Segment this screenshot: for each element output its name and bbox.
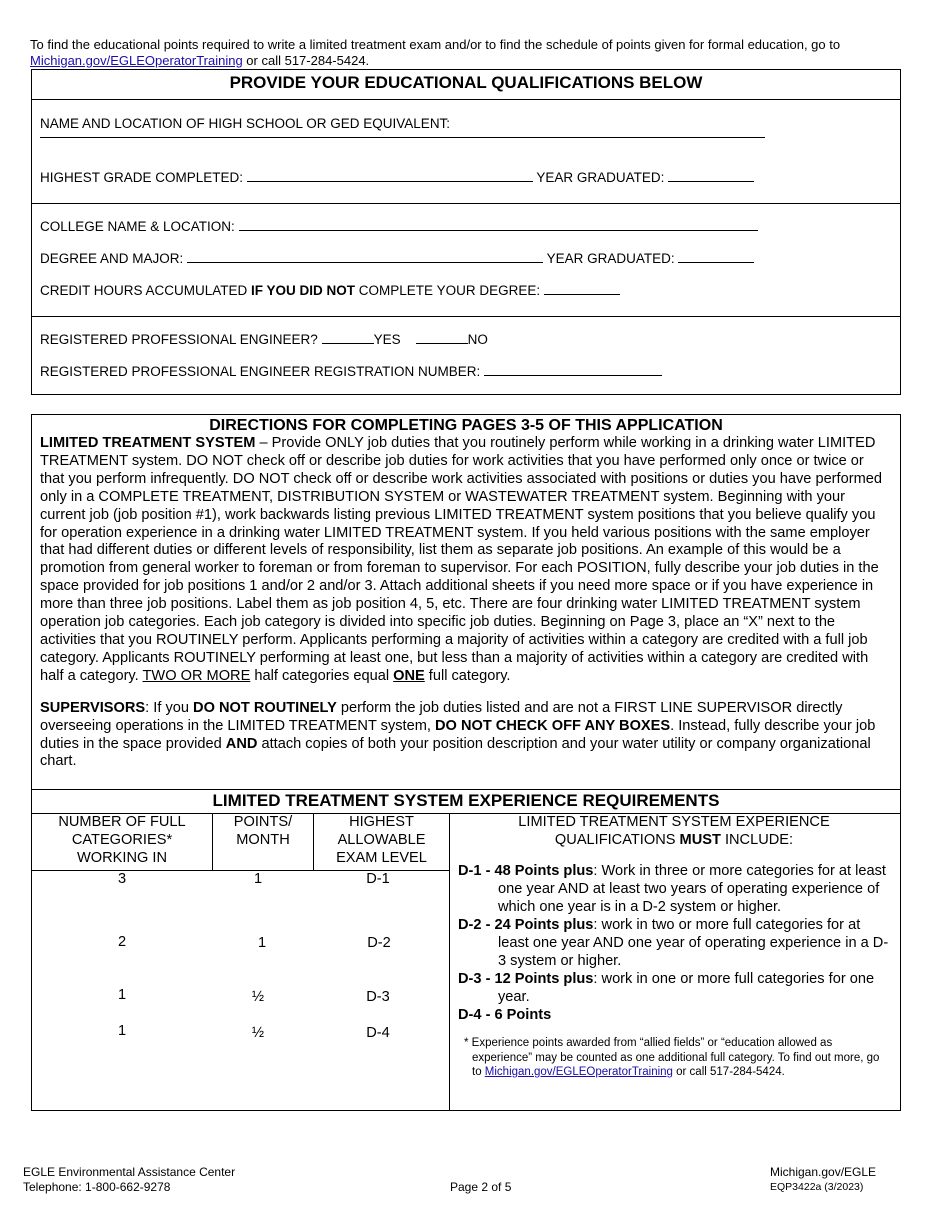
college-year-graduated-label: YEAR GRADUATED: (546, 251, 675, 266)
intro-text (30, 37, 920, 68)
req-head-must: MUST (679, 832, 721, 848)
limited-treatment-paragraph (40, 435, 892, 686)
degree-label: DEGREE AND MAJOR: (40, 251, 184, 266)
intro-text-after: or call 517-284-5424. (242, 52, 370, 68)
footnote-text: * Experience points awarded from “allied fields” or “education allowed as experience” may be counted as one additional full category. To find out more, go to (464, 1037, 880, 1078)
col1-line2: CATEGORIES* (71, 832, 173, 848)
education-title: PROVIDE YOUR EDUCATIONAL QUALIFICATIONS BELOW (32, 70, 900, 100)
row3-level: D-3 (366, 989, 390, 1005)
two-or-more-text: TWO OR MORE (142, 667, 251, 684)
requirement-d4 (458, 1006, 890, 1024)
d3-heading: D-3 - 12 Points plus (458, 971, 594, 987)
supervisors-text-1: : If you (145, 699, 194, 716)
req-head-pre: QUALIFICATIONS (554, 832, 680, 848)
credit-hours-label-end: COMPLETE YOUR DEGREE: (355, 283, 541, 298)
rpe-label: REGISTERED PROFESSIONAL ENGINEER? (40, 332, 318, 347)
col3-line1: HIGHEST (349, 814, 414, 830)
footnote-training-link[interactable]: Michigan.gov/EGLEOperatorTraining (484, 1066, 673, 1078)
directions-section (31, 414, 901, 1111)
college-year-graduated-field[interactable] (678, 251, 754, 263)
row4-categories: 1 (117, 1023, 127, 1039)
row2-categories: 2 (117, 934, 127, 950)
education-section (31, 69, 901, 395)
rpe-number-field[interactable] (484, 364, 662, 376)
requirement-d1 (458, 862, 890, 916)
operator-training-link[interactable]: Michigan.gov/EGLEOperatorTraining (30, 52, 243, 68)
requirements-column (458, 813, 890, 1080)
row2-points: 1 (257, 935, 267, 951)
row1-level: D-1 (366, 871, 390, 887)
col2-line2: MONTH (236, 832, 290, 848)
supervisors-paragraph (40, 700, 892, 772)
limited-treatment-text: – Provide ONLY job duties that you routinely perform while working in a drinking water LIMITED TREATMENT system. DO NOT check off or describe job duties for work activities that you have performed only once or twice or that you perform infrequently. DO NOT check off or describe work activities associated with positions or duties you have performed only in a COMPLETE TREATMENT, DISTRIBUTION SYSTEM or WASTEWATER TREATMENT system. Beginning with your current job (job position #1), work backwards listing previous LIMITED TREATMENT system positions that you believe qualify you for operation experience in a drinking water LIMITED TREATMENT system. If you held various positions with the same employer that had different duties or different levels of responsibility, list them as separate job positions. An example of this would be a promotion from general worker to foreman or from foreman to supervisor. For each POSITION, fully describe your job duties in the space provided for job positions 1 and/or 2 and/or 3. Attach additional sheets if you need more space or if you have experience in more than three job positions. Label them as job position 4, 5, etc. There are four drinking water LIMITED TREATMENT system operation job categories. Each job category is divided into specific job duties. Beginning on Page 3, place an “X” next to the activities that you ROUTINELY perform. Applicants performing a majority of activities within a category are credited with a full job category. Applicants ROUTINELY performing at least one, but less than a majority of activities within a category are credited with half a category. (40, 435, 882, 684)
engineer-section (32, 317, 900, 396)
row3-points: ½ (251, 989, 265, 1005)
footer-right (770, 1165, 890, 1195)
experience-title: LIMITED TREATMENT SYSTEM EXPERIENCE REQUIREMENTS (32, 789, 900, 814)
hs-year-graduated-label: YEAR GRADUATED: (536, 170, 665, 185)
req-head-post: INCLUDE: (720, 832, 794, 848)
degree-row (40, 251, 754, 266)
directions-body (40, 435, 892, 771)
footer-website: Michigan.gov/EGLE (770, 1165, 877, 1179)
supervisors-heading: SUPERVISORS (40, 699, 146, 716)
college-section (32, 204, 900, 317)
col-header-points (213, 813, 313, 849)
supervisors-text-2: perform the job duties listed and are not a FIRST LINE SUPERVISOR directly overseeing operations in the LIMITED TREATMENT system, (40, 699, 843, 734)
row2-level: D-2 (367, 935, 391, 951)
d2-text: : work in two or more full categories for at least one year AND one year of operating experience in a D-3 system or higher. (498, 917, 889, 969)
credit-hours-field[interactable] (544, 283, 620, 295)
college-field[interactable] (239, 219, 758, 231)
col-header-level (314, 813, 449, 867)
credit-hours-row (40, 283, 620, 298)
col1-line1: NUMBER OF FULL (58, 814, 186, 830)
footnote-text-end: or call 517-284-5424. (672, 1066, 785, 1078)
rpe-yes-label: YES (373, 332, 401, 347)
credit-hours-label: CREDIT HOURS ACCUMULATED (40, 283, 252, 298)
row4-points: ½ (251, 1025, 265, 1041)
experience-footnote (458, 1036, 890, 1080)
highest-grade-field[interactable] (247, 170, 533, 182)
rpe-yes-field[interactable] (322, 332, 374, 344)
row4-level: D-4 (366, 1025, 390, 1041)
requirement-d2 (458, 916, 890, 970)
d4-heading: D-4 - 6 Points (458, 1007, 552, 1023)
supervisors-text-4: attach copies of both your position description and your water utility or company organizational chart. (40, 735, 871, 770)
rpe-number-row (40, 364, 662, 379)
hs-year-graduated-field[interactable] (668, 170, 754, 182)
col-header-categories (32, 813, 212, 867)
col3-line2: ALLOWABLE (337, 832, 426, 848)
intro-text-before: To find the educational points required to write a limited treatment exam and/or to find the schedule of points given for formal education, go to (30, 37, 841, 52)
half-categories-text: half categories equal (250, 667, 394, 684)
footer-agency: EGLE Environmental Assistance Center (23, 1165, 236, 1179)
col-divider-3 (449, 813, 450, 1110)
form-number: EQP3422a (3/2023) (770, 1181, 864, 1193)
college-label: COLLEGE NAME & LOCATION: (40, 219, 235, 234)
high-school-field[interactable] (40, 137, 765, 138)
high-school-label: NAME AND LOCATION OF HIGH SCHOOL OR GED EQUIVALENT: (40, 116, 451, 131)
d2-heading: D-2 - 24 Points plus (458, 917, 594, 933)
d1-text: : Work in three or more categories for at least one year AND at least two years of operating experience of which one year is in a D-2 system or higher. (498, 863, 886, 915)
row3-categories: 1 (117, 987, 127, 1003)
do-not-routinely-text: DO NOT ROUTINELY (193, 699, 337, 716)
col1-line3: WORKING IN (77, 850, 167, 866)
one-text: ONE (393, 667, 425, 684)
footer-telephone: Telephone: 1-800-662-9278 (23, 1180, 171, 1194)
page-number: Page 2 of 5 (450, 1180, 512, 1194)
high-school-section (32, 100, 900, 204)
credit-hours-emphasis: IF YOU DID NOT (251, 283, 356, 298)
col2-line1: POINTS/ (233, 814, 293, 830)
rpe-no-field[interactable] (416, 332, 468, 344)
requirements-heading (458, 813, 890, 849)
rpe-row (40, 332, 488, 347)
requirement-d3 (458, 970, 890, 1006)
highest-grade-label: HIGHEST GRADE COMPLETED: (40, 170, 244, 185)
rpe-no-label: NO (467, 332, 488, 347)
highest-grade-row (40, 170, 754, 185)
rpe-number-label: REGISTERED PROFESSIONAL ENGINEER REGISTRATION NUMBER: (40, 364, 481, 379)
row1-points: 1 (253, 871, 263, 887)
directions-title: DIRECTIONS FOR COMPLETING PAGES 3-5 OF THIS APPLICATION (209, 417, 723, 434)
col3-line3: EXAM LEVEL (336, 850, 427, 866)
do-not-check-text: DO NOT CHECK OFF ANY BOXES (435, 717, 671, 734)
and-text: AND (225, 735, 258, 752)
degree-field[interactable] (187, 251, 543, 263)
college-row (40, 219, 758, 234)
limited-treatment-heading: LIMITED TREATMENT SYSTEM (40, 435, 256, 451)
d3-text: : work in one or more full categories for one year. (498, 971, 875, 1005)
supervisors-text-3: . Instead, fully describe your job duties in the space provided (40, 717, 876, 752)
requirements-heading-line2 (458, 831, 890, 849)
experience-table (32, 813, 900, 1110)
requirements-heading-line1: LIMITED TREATMENT SYSTEM EXPERIENCE (518, 814, 830, 830)
d1-heading: D-1 - 48 Points plus (458, 863, 594, 879)
row1-categories: 3 (117, 871, 127, 887)
full-category-text: full category. (424, 667, 511, 684)
footer-left (23, 1165, 235, 1195)
